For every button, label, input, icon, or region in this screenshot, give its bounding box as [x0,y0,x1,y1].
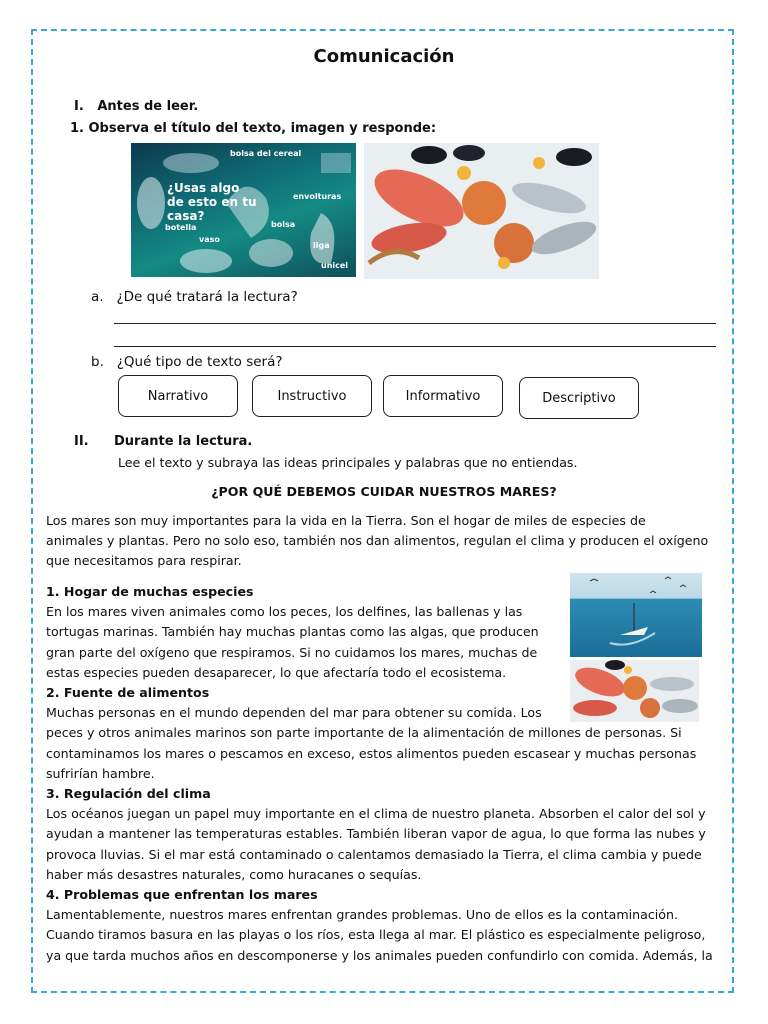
label-liga: liga [313,241,330,250]
label-envolturas: envolturas [293,192,342,201]
intro-paragraph: Los mares son muy importantes para la vida en la Tierra. Son el hogar de miles de especies de animales y plantas. Pero no solo eso, también nos dan alimentos, regulan el clima y producen el oxígeno que necesitamos para respirar. [46,513,709,569]
label-botella: botella [165,223,197,232]
section-2-number: II. [74,434,89,449]
label-bolsa-cereal: bolsa del cereal [230,149,302,158]
question-1: 1. Observa el título del texto, imagen y responde: [70,121,437,136]
option-descriptivo[interactable]: Descriptivo [519,377,639,419]
page-title: Comunicación [313,46,455,67]
section-2-title: 2. Fuente de alimentos [46,685,210,701]
section-1-heading: I. Antes de leer. [74,99,199,114]
label-unicel: unicel [321,261,349,270]
sea-boat-image [570,573,702,657]
seafood-small-image [570,660,699,722]
label-bolsa: bolsa [271,220,296,229]
option-instructivo[interactable]: Instructivo [252,375,372,417]
question-b: b. ¿Qué tipo de texto será? [91,354,283,370]
seafood-image [364,143,599,279]
label-vaso: vaso [199,235,220,244]
section-1-block: 1. Hogar de muchas especies En los mares viven animales como los peces, los delfines, las ballenas y las tortugas marinas. También hay muchas plantas como las algas, que producen gran parte del oxígeno que respiramos. Si no cuidamos los mares, muchas de estas especies pueden desaparecer, lo que afectaría todo el ecosistema. 2. Fuente de alimentos Muchas personas en el mundo dependen del mar para obtener su comida. Los peces y otros animales marinos son parte importante de la alimentación de millones de personas. Si contaminamos los mares o pescamos en exceso, estos alimentos pueden escasear y muchas personas sufrirían hambre. 3. Regulación del clima Los océanos juegan un papel muy importante en el clima de nuestro planeta. Absorben el calor del sol y ayudan a mantener las temperaturas estables. También liberan vapor de agua, lo que forma las nubes y provoca lluvias. Si el mar está contaminado o calentamos demasiado la Tierra, el clima cambia y puede haber más desastres naturales, como huracanes o sequías. 4. Problemas que enfrentan los mares Lamentablemente, nuestros mares enfrentan grandes problemas. Uno de ellos es la contaminación. Cuando tiramos basura en las playas o los ríos, esta llega al mar. El plástico es especialmente peligroso, ya que tarda muchos años en descomponerse y los animales pueden confundirlo con comida. Además, la [46,584,713,963]
answer-line-1[interactable] [114,323,716,324]
section-4-title: 4. Problemas que enfrentan los mares [46,887,318,903]
reading-title: ¿POR QUÉ DEBEMOS CUIDAR NUESTROS MARES? [211,484,557,499]
section-3-title: 3. Regulación del clima [46,786,211,802]
answer-line-2[interactable] [114,346,716,347]
option-narrativo[interactable]: Narrativo [118,375,238,417]
label-question: ¿Usas algo de esto en tu casa? [167,181,257,223]
ocean-plastic-image [131,143,356,277]
question-a: a. ¿De qué tratará la lectura? [91,289,298,305]
section-2-heading: Durante la lectura. [114,434,253,449]
section-1-title: 1. Hogar de muchas especies [46,584,254,599]
option-informativo[interactable]: Informativo [383,375,503,417]
section-2-instruction: Lee el texto y subraya las ideas principales y palabras que no entiendas. [118,455,578,470]
